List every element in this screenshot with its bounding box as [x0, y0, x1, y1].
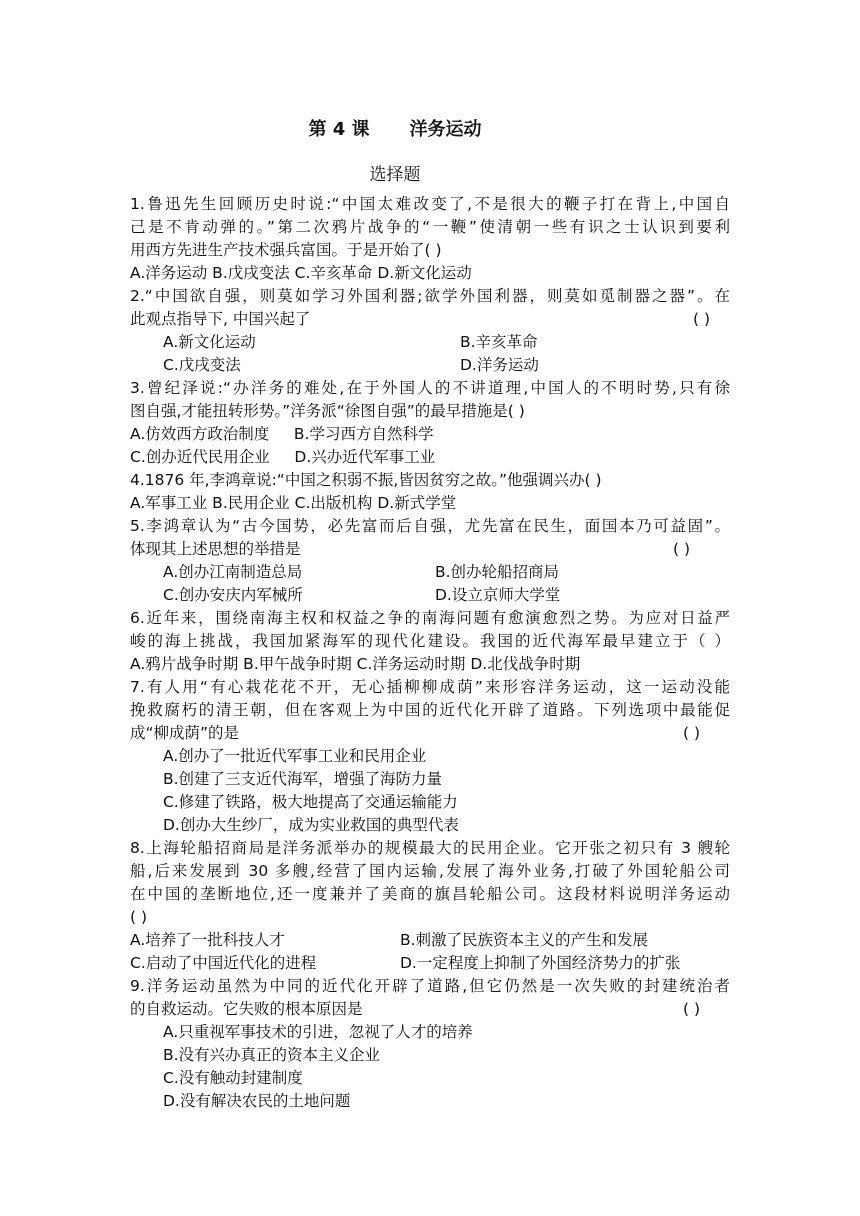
- question-text-line: 己是不肯动弹的。”第二次鸦片战争的“一鞭”使清朝一些有识之士认识到要利: [130, 218, 730, 236]
- option-d: D.洋务运动: [460, 356, 539, 374]
- option-d: D.创办大生纱厂，成为实业救国的典型代表: [163, 816, 459, 834]
- answer-bracket: ( ): [672, 540, 690, 558]
- question-text-line: 峻的海上挑战，我国加紧海军的现代化建设。我国的近代海军最早建立于（ ）: [130, 632, 730, 650]
- question-text-line: [130, 998, 730, 1021]
- lesson-title: [0, 115, 790, 141]
- question-4: [130, 469, 730, 515]
- question-stem-end: 的自救运动。它失败的根本原因是: [130, 1000, 363, 1018]
- options-row: [130, 354, 730, 377]
- option-d: D.一定程度上抑制了外国经济势力的扩张: [400, 954, 681, 972]
- options-line: A.军事工业 B.民用企业 C.出版机构 D.新式学堂: [130, 494, 457, 512]
- question-6: [130, 607, 730, 676]
- option-c: C.没有触动封建制度: [163, 1069, 303, 1087]
- answer-bracket: ( ): [692, 310, 710, 328]
- answer-bracket: ( ): [130, 908, 148, 926]
- question-text-line: 1.鲁迅先生回顾历史时说:“中国太难改变了,不是很大的鞭子打在背上,中国自: [130, 195, 730, 213]
- lesson-name: 洋务运动: [409, 119, 482, 140]
- option-a: A.只重视军事技术的引进，忽视了人才的培养: [163, 1023, 473, 1041]
- section-heading: 选择题: [369, 165, 421, 185]
- option-b: B.辛亥革命: [460, 333, 538, 351]
- question-text-line: [130, 722, 730, 745]
- question-8: [130, 837, 730, 975]
- question-stem-end: 体现其上述思想的举措是: [130, 540, 301, 558]
- question-3: [130, 377, 730, 469]
- question-text-line: 2.“中国欲自强，则莫如学习外国利器;欲学外国利器，则莫如觅制器之器”。在: [130, 287, 730, 305]
- question-7: [130, 676, 730, 837]
- option-a: A.创办了一批近代军事工业和民用企业: [163, 747, 427, 765]
- question-text-line: 6.近年来，围绕南海主权和权益之争的南海问题有愈演愈烈之势。为应对日益严: [130, 609, 730, 627]
- question-text-line: 图自强,才能扭转形势。”洋务派“徐图自强”的最早措施是( ): [130, 402, 525, 420]
- question-text-line: 4.1876 年,李鸿章说:“中国之积弱不振,皆因贫穷之故。”他强调兴办( ): [130, 471, 602, 489]
- option-d: D.设立京师大学堂: [435, 586, 561, 604]
- option-c: C.修建了铁路，极大地提高了交通运输能力: [163, 793, 458, 811]
- question-text-line: 8.上海轮船招商局是洋务派举办的规模最大的民用企业。它开张之初只有 3 艘轮: [130, 839, 730, 857]
- option-c: C.创办安庆内军械所: [163, 586, 303, 604]
- options-row: [130, 584, 730, 607]
- options-line: C.创办近代民用企业 D.兴办近代军事工业: [130, 448, 436, 466]
- option-b: B.没有兴办真正的资本主义企业: [163, 1046, 381, 1064]
- question-text-line: 7.有人用“有心栽花花不开，无心插柳柳成荫”来形容洋务运动，这一运动没能: [130, 678, 730, 696]
- options-row: [130, 331, 730, 354]
- question-list: [130, 193, 730, 1113]
- answer-bracket: ( ): [682, 1000, 700, 1018]
- question-text-line: 3.曾纪泽说:“办洋务的难处,在于外国人的不讲道理,中国人的不明时势,只有徐: [130, 379, 730, 397]
- options-line: A.鸦片战争时期 B.甲午战争时期 C.洋务运动时期 D.北伐战争时期: [130, 655, 581, 673]
- option-a: A.培养了一批科技人才: [130, 931, 285, 949]
- option-b: B.创建了三支近代海军，增强了海防力量: [163, 770, 443, 788]
- question-text-line: 5.李鸿章认为“古今国势，必先富而后自强，尤先富在民生，面国本乃可益固”。: [130, 517, 730, 535]
- options-line: A.洋务运动 B.戊戌变法 C.辛亥革命 D.新文化运动: [130, 264, 472, 282]
- question-stem-end: 此观点指导下, 中国兴起了: [130, 310, 311, 328]
- option-c: C.戊戌变法: [163, 356, 241, 374]
- option-b: B.刺激了民族资本主义的产生和发展: [400, 931, 649, 949]
- option-a: A.创办江南制造总局: [163, 563, 303, 581]
- option-d: D.没有解决农民的土地问题: [163, 1092, 351, 1110]
- question-text-line: 船,后来发展到 30 多艘,经营了国内运输,发展了海外业务,打破了外国轮船公司: [130, 862, 730, 880]
- question-text-line: 在中国的垄断地位,还一度兼并了美商的旗昌轮船公司。这段材料说明洋务运动: [130, 885, 730, 903]
- options-row: [130, 952, 730, 975]
- question-text-line: 挽救腐朽的清王朝，但在客观上为中国的近代化开辟了道路。下列选项中最能促: [130, 701, 730, 719]
- option-a: A.新文化运动: [163, 333, 256, 351]
- question-text-line: 用西方先进生产技术强兵富国。于是开始了( ): [130, 241, 442, 259]
- question-text-line: 9.洋务运动虽然为中同的近代化开辟了道路,但它仍然是一次失败的封建统治者: [130, 977, 730, 995]
- question-9: [130, 975, 730, 1113]
- options-row: [130, 561, 730, 584]
- question-2: [130, 285, 730, 377]
- question-text-line: [130, 308, 730, 331]
- question-5: [130, 515, 730, 607]
- answer-bracket: ( ): [682, 724, 700, 742]
- option-c: C.启动了中国近代化的进程: [130, 954, 317, 972]
- question-text-line: [130, 538, 730, 561]
- option-b: B.创办轮船招商局: [435, 563, 560, 581]
- options-line: A.仿效西方政治制度 B.学习西方自然科学: [130, 425, 434, 443]
- lesson-number: 第 4 课: [308, 119, 370, 140]
- question-stem-end: 成“柳成荫”的是: [130, 724, 240, 742]
- question-1: [130, 193, 730, 285]
- options-row: [130, 929, 730, 952]
